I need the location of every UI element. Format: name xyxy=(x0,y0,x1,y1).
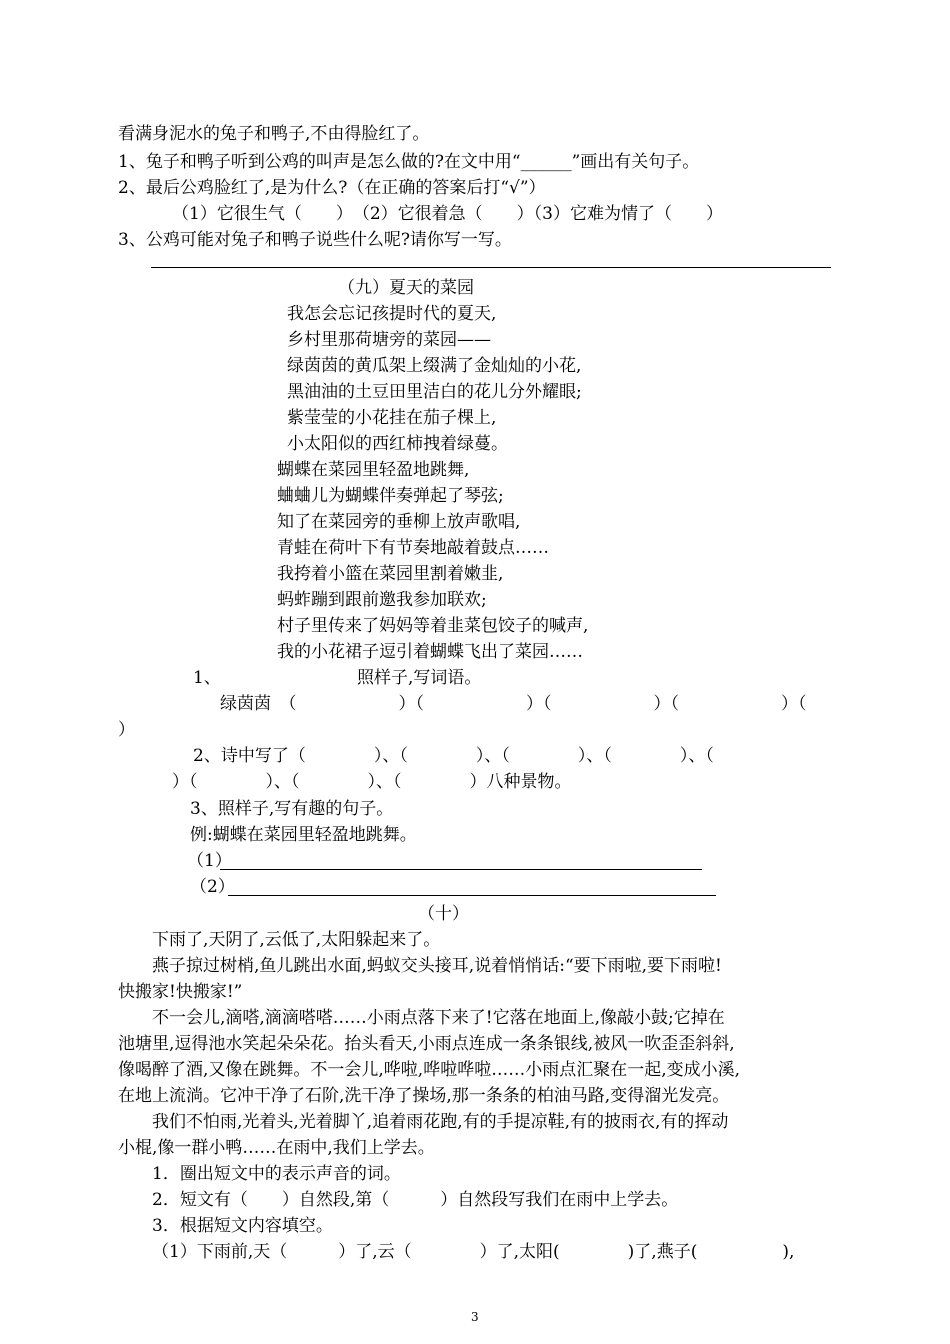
blank-2-label: （2） xyxy=(190,877,235,897)
story-line: 池塘里,逗得池水笑起朵朵花。抬头看天,小雨点连成一条条银线,被风一吹歪歪斜斜, xyxy=(118,1034,735,1054)
poem-question-3: 3、照样子,写有趣的句子。 xyxy=(190,799,394,819)
poem-line: 村子里传来了妈妈等着韭菜包饺子的喊声, xyxy=(277,616,589,636)
passage-tail: 看满身泥水的兔子和鸭子,不由得脸红了。 xyxy=(118,124,430,144)
story-line: 在地上流淌。它冲干净了石阶,洗干净了操场,那一条条的柏油马路,变得溜光发亮。 xyxy=(118,1086,730,1106)
poem-question-1: 照样子,写词语。 xyxy=(357,668,482,688)
poem-line: 我的小花裙子逗引着蝴蝶飞出了菜园…… xyxy=(277,642,583,662)
answer-line[interactable] xyxy=(151,267,831,268)
story-line: 下雨了,天阴了,云低了,太阳躲起来了。 xyxy=(152,930,441,950)
poem-line: 蚂蚱蹦到跟前邀我参加联欢; xyxy=(277,590,487,610)
story-question-3: 3．根据短文内容填空。 xyxy=(152,1216,333,1236)
poem-line: 知了在菜园旁的垂柳上放声歌唱, xyxy=(277,512,521,532)
poem-line: 我挎着小篮在菜园里割着嫩韭, xyxy=(277,564,504,584)
poem-line: 黑油油的土豆田里洁白的花儿分外耀眼; xyxy=(287,382,582,402)
story-line: 小棍,像一群小鸭……在雨中,我们上学去。 xyxy=(118,1138,435,1158)
poem-line: 紫莹莹的小花挂在茄子棵上, xyxy=(287,408,497,428)
question-2-options: （1）它很生气（ ） （2）它很着急（ ）（3）它难为情了（ ） xyxy=(172,204,723,224)
page-number: 3 xyxy=(471,1310,479,1324)
story-question-1: 1．圈出短文中的表示声音的词。 xyxy=(152,1164,401,1184)
poem-example: 例:蝴蝶在菜园里轻盈地跳舞。 xyxy=(190,825,417,845)
poem-question-2: 2、诗中写了（ ）、（ ）、（ ）、（ ）、（ xyxy=(193,746,714,766)
question-2: 2、最后公鸡脸红了,是为什么?（在正确的答案后打“√”） xyxy=(118,178,546,198)
poem-title: （九）夏天的菜园 xyxy=(338,278,474,298)
story-line: 我们不怕雨,光着头,光着脚丫,追着雨花跑,有的手提凉鞋,有的披雨衣,有的挥动 xyxy=(152,1112,729,1132)
story-title: （十） xyxy=(418,904,469,924)
question-3: 3、公鸡可能对兔子和鸭子说些什么呢?请你写一写。 xyxy=(118,230,512,250)
blank-1-label: （1） xyxy=(187,851,232,871)
poem-line: 青蛙在荷叶下有节奏地敲着鼓点…… xyxy=(277,538,549,558)
blank-1-line[interactable] xyxy=(220,869,702,870)
story-line: 燕子掠过树梢,鱼儿跳出水面,蚂蚁交头接耳,说着悄悄话:“要下雨啦,要下雨啦! xyxy=(152,956,722,976)
poem-question-1-number: 1、 xyxy=(193,668,221,688)
story-line: 像喝醉了酒,又像在跳舞。不一会儿,哗啦,哗啦哗啦……小雨点汇聚在一起,变成小溪, xyxy=(118,1060,741,1080)
question-1: 1、兔子和鸭子听到公鸡的叫声是怎么做的?在文中用“______”画出有关句子。 xyxy=(118,152,700,172)
blank-2-line[interactable] xyxy=(228,895,716,896)
poem-question-1-words-tail: ） xyxy=(118,720,135,740)
poem-line: 绿茵茵的黄瓜架上缀满了金灿灿的小花, xyxy=(287,356,582,376)
story-line: 不一会儿,滴嗒,滴滴嗒嗒……小雨点落下来了!它落在地面上,像敲小鼓;它掉在 xyxy=(152,1008,725,1028)
poem-question-2-continued: ）（ ）、（ ）、（ ）八种景物。 xyxy=(172,772,572,792)
story-question-2: 2．短文有（ ）自然段,第（ ）自然段写我们在雨中上学去。 xyxy=(152,1190,679,1210)
story-line: 快搬家!快搬家!” xyxy=(118,982,243,1002)
poem-line: 小太阳似的西红柿拽着绿蔓。 xyxy=(287,434,508,454)
poem-question-1-words: 绿茵茵 （ ）（ ）（ ）（ ）（ xyxy=(220,694,807,714)
poem-line: 我怎会忘记孩提时代的夏天, xyxy=(287,304,497,324)
poem-line: 乡村里那荷塘旁的菜园—— xyxy=(287,330,491,350)
poem-line: 蛐蛐儿为蝴蝶伴奏弹起了琴弦; xyxy=(277,486,504,506)
story-question-3-1: （1）下雨前,天（ ）了,云（ ）了,太阳( )了,燕子( ), xyxy=(152,1242,795,1262)
poem-line: 蝴蝶在菜园里轻盈地跳舞, xyxy=(277,460,470,480)
